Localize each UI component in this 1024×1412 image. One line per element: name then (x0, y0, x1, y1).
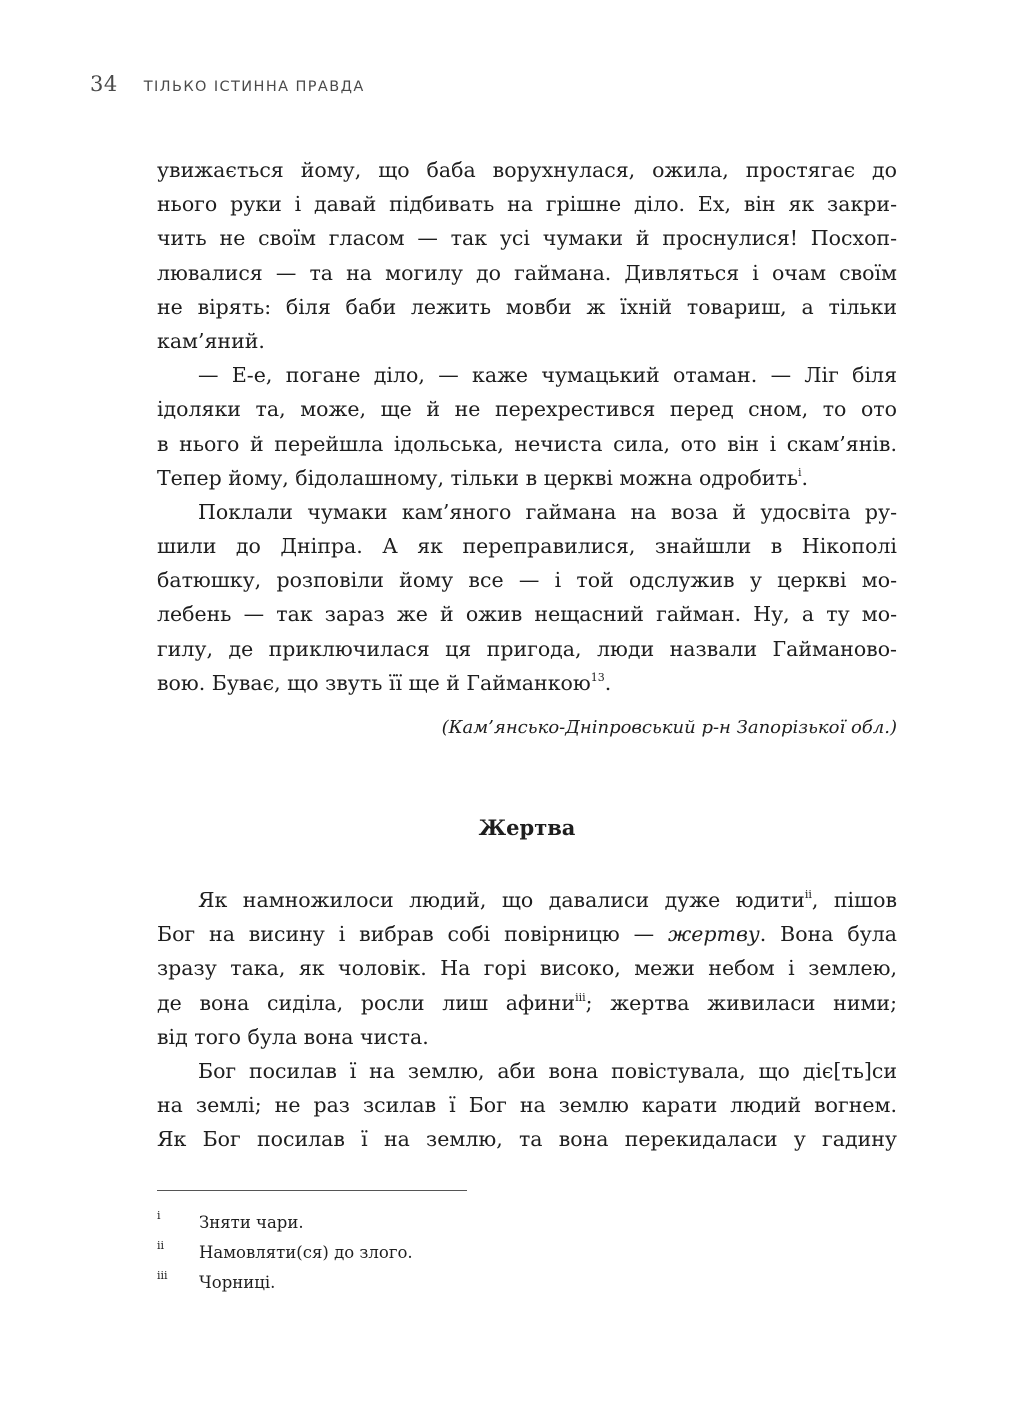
text-line: Бог посилав ї на землю, аби вона повістувала, що діє[ть]си (198, 1058, 897, 1083)
text-line-content: вою. Буває, що звуть її ще й Гайманкою (157, 670, 591, 695)
text-line: батюшку, розповіли йому все — і той одслужив у церкві мо- (157, 568, 897, 593)
source-attribution: (Кам’янсько-Дніпровський р-н Запорізької обл.) (441, 717, 897, 738)
emphasized-word: жертву (667, 922, 760, 947)
text-line: зразу така, як чоловік. На горі високо, межи небом і землею, (157, 956, 897, 981)
text-line: кам’яний. (157, 328, 265, 353)
text-line-content: Як намножилоси людий, що давалиси дуже юдити (198, 888, 805, 912)
text-line: на землі; не раз зсилав ї Бог на землю карати людий вогнем. (157, 1093, 897, 1118)
text-line: ідоляки та, може, ще й не перехрестився перед сном, то ото (157, 397, 897, 422)
footnote-text: Чорниці. (199, 1273, 276, 1292)
text-line: лебень — так зараз же й ожив нещасний гайман. Ну, а ту мо- (157, 602, 897, 627)
text-line: не вірять: біля баби лежить мовби ж їхній товариш, а тільки (157, 294, 897, 319)
text-line: лювалися — та на могилу до гаймана. Дивляться і очам своїм (157, 260, 897, 285)
footnotes (157, 1208, 757, 1298)
text-line-content: . Вона була (759, 922, 897, 947)
text-line: Як Бог посилав ї на землю, та вона перекидаласи у гадину (157, 1127, 897, 1152)
story-text-block (157, 153, 897, 700)
text-line-content: Тепер йому, бідолашному, тільки в церкві можна одробить (157, 465, 798, 490)
running-head (90, 72, 365, 102)
footnote-mark: ii (157, 1239, 165, 1252)
text-line (157, 883, 897, 917)
text-line: гилу, де приключилася ця пригода, люди назвали Гайманово- (157, 636, 897, 661)
running-title: ТІЛЬКО ІСТИННА ПРАВДА (143, 79, 365, 95)
footnote-ref: i (797, 465, 802, 479)
text-line-content: , пішов (811, 888, 897, 912)
footnote-ref: iii (575, 990, 586, 1004)
text-line: нього руки і давай підбивать на грішне діло. Ех, він як закри- (157, 192, 897, 217)
footnote-mark: i (157, 1209, 161, 1222)
footnote-divider (157, 1190, 467, 1191)
footnote-ref: ii (804, 888, 812, 901)
text-line: увижається йому, що баба ворухнулася, ожила, простягає до (157, 158, 897, 182)
text-line: — Е-е, погане діло, — каже чумацький отаман. — Ліг біля (198, 363, 897, 388)
footnote-item (157, 1208, 757, 1238)
text-line: Тепер йому, бідолашному, тільки в церкві можна одробить$^i$. (157, 465, 809, 490)
text-line: Поклали чумаки кам’яного гаймана на воза й удосвіта ру- (198, 499, 897, 524)
page-number: 34 (90, 72, 118, 96)
text-line-content: Бог на висину і вибрав собі повірницю — (157, 922, 668, 947)
section-title: Жертва (478, 815, 576, 840)
text-line: чить не своїм гласом — так усі чумаки й проснулися! Посхоп- (157, 226, 897, 251)
text-line (157, 917, 897, 951)
footnote-item (157, 1238, 757, 1268)
footnote-mark: iii (157, 1269, 168, 1282)
text-line: шили до Дніпра. А як переправилися, знайшли в Нікополі (157, 534, 897, 559)
section-text-block (157, 883, 897, 1157)
text-line: вою. Буває, що звуть її ще й Гайманкою$^{13}$. (157, 670, 612, 695)
text-line-content: ; жертва живиласи ними; (585, 990, 897, 1015)
text-line-content: де вона сиділа, росли лиш афини (157, 990, 576, 1015)
footnote-item (157, 1268, 757, 1298)
text-line: від того була вона чиста. (157, 1024, 429, 1049)
text-line: в нього й перейшла ідольська, нечиста сила, ото він і скам’янів. (157, 431, 897, 456)
text-line (157, 986, 897, 1020)
endnote-ref: 13 (590, 670, 605, 684)
footnote-text: Зняти чари. (199, 1213, 304, 1232)
footnote-text: Намовляти(ся) до злого. (199, 1243, 413, 1262)
